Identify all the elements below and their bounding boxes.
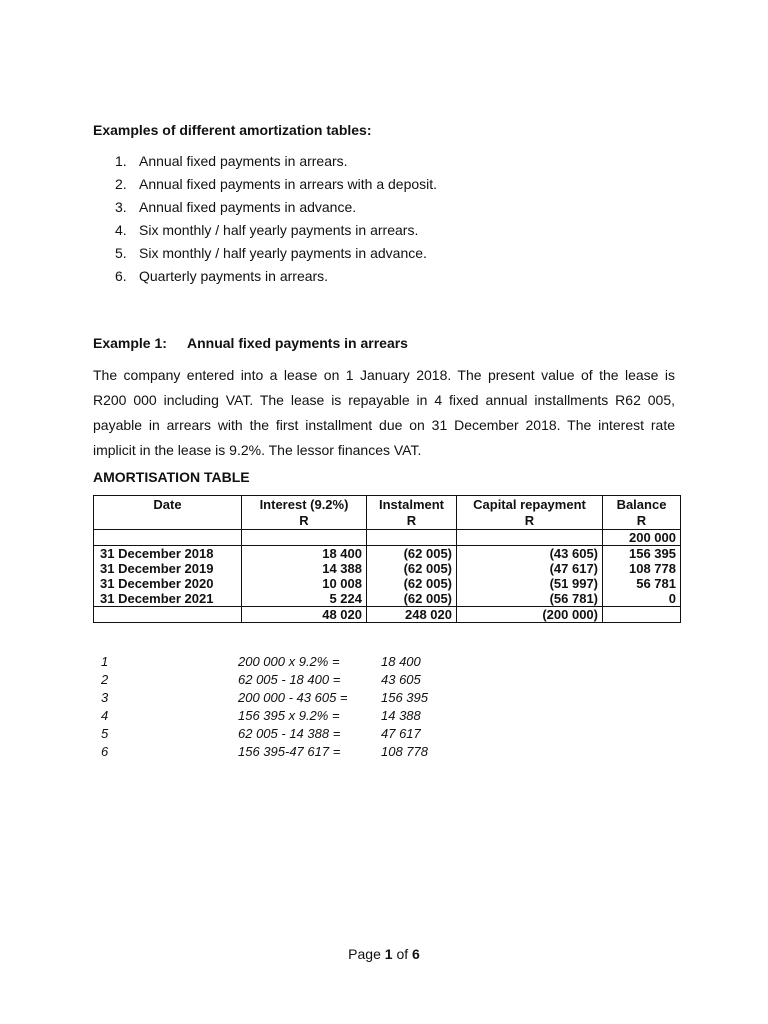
- table-cell: [603, 607, 681, 623]
- table-cell: 48 020: [242, 607, 367, 623]
- calculation-step: 4: [101, 708, 109, 723]
- table-cell: 156 395: [603, 546, 681, 562]
- table-cell: [94, 607, 242, 623]
- table-cell: (51 997): [457, 576, 603, 591]
- table-cell: (47 617): [457, 561, 603, 576]
- page-footer: [0, 946, 768, 962]
- calculation-step: 5: [101, 726, 109, 741]
- calculation-formula: 156 395 x 9.2% =: [238, 708, 340, 723]
- column-header-interest: Interest (9.2%) R: [242, 496, 367, 530]
- table-cell: (62 005): [367, 591, 457, 607]
- table-cell: 31 December 2019: [94, 561, 242, 576]
- list-item: 3. Annual fixed payments in advance.: [115, 199, 357, 215]
- intro-heading: Examples of different amortization tables:: [93, 122, 372, 138]
- calculation-result: 18 400: [381, 654, 421, 669]
- calculation-formula: 156 395-47 617 =: [238, 744, 341, 759]
- table-cell: (62 005): [367, 546, 457, 562]
- list-item: 1. Annual fixed payments in arrears.: [115, 153, 348, 169]
- calculation-row: [0, 708, 768, 726]
- paragraph-line: R200 000 including VAT. The lease is repayable in 4 fixed annual installments R62 005,: [93, 392, 675, 408]
- table-cell: 248 020: [367, 607, 457, 623]
- calculation-row: [0, 654, 768, 672]
- footer-page-word: Page: [348, 946, 381, 962]
- table-cell: 200 000: [603, 530, 681, 546]
- calculation-formula: 62 005 - 14 388 =: [238, 726, 341, 741]
- calculation-formula: 200 000 x 9.2% =: [238, 654, 340, 669]
- table-row: [94, 591, 681, 607]
- calculation-step: 2: [101, 672, 109, 687]
- calculation-result: 47 617: [381, 726, 421, 741]
- calculation-step: 3: [101, 690, 109, 705]
- table-cell: 31 December 2021: [94, 591, 242, 607]
- calculation-row: [0, 690, 768, 708]
- column-header-date: Date: [94, 496, 242, 530]
- calculation-row: [0, 672, 768, 690]
- column-header-capital-repayment: Capital repayment R: [457, 496, 603, 530]
- footer-of-word: of: [396, 946, 409, 962]
- example1-label: Example 1:: [93, 335, 167, 351]
- column-header-instalment: Instalment R: [367, 496, 457, 530]
- table-cell: (62 005): [367, 561, 457, 576]
- calculation-formula: 62 005 - 18 400 =: [238, 672, 341, 687]
- table-cell: [94, 530, 242, 546]
- calculation-row: [0, 744, 768, 762]
- table-cell: (56 781): [457, 591, 603, 607]
- table-cell: 18 400: [242, 546, 367, 562]
- calculation-result: 43 605: [381, 672, 421, 687]
- table-cell: [367, 530, 457, 546]
- calculation-result: 14 388: [381, 708, 421, 723]
- calculation-formula: 200 000 - 43 605 =: [238, 690, 348, 705]
- table-title: AMORTISATION TABLE: [93, 469, 250, 485]
- calculation-step: 1: [101, 654, 109, 669]
- table-cell: 5 224: [242, 591, 367, 607]
- table-cell: 108 778: [603, 561, 681, 576]
- table-cell: 0: [603, 591, 681, 607]
- table-cell: (43 605): [457, 546, 603, 562]
- example1-title: Annual fixed payments in arrears: [187, 335, 408, 351]
- table-row: [94, 561, 681, 576]
- table-cell: 10 008: [242, 576, 367, 591]
- calculation-step: 6: [101, 744, 109, 759]
- calculation-result: 108 778: [381, 744, 428, 759]
- paragraph-line: payable in arrears with the first installment due on 31 December 2018. The interest rate: [93, 417, 675, 433]
- calculation-result: 156 395: [381, 690, 428, 705]
- table-row: [94, 546, 681, 562]
- column-header-balance: Balance R: [603, 496, 681, 530]
- totals-row: [94, 607, 681, 623]
- list-item: 6. Quarterly payments in arrears.: [115, 268, 329, 284]
- table-cell: (200 000): [457, 607, 603, 623]
- opening-balance-row: [94, 530, 681, 546]
- paragraph-line: The company entered into a lease on 1 January 2018. The present value of the lease is: [93, 367, 675, 383]
- table-cell: [457, 530, 603, 546]
- table-cell: [242, 530, 367, 546]
- table-cell: 31 December 2020: [94, 576, 242, 591]
- paragraph-line: implicit in the lease is 9.2%. The lessor finances VAT.: [93, 442, 422, 458]
- table-cell: (62 005): [367, 576, 457, 591]
- table-header-row: [94, 496, 681, 530]
- table-row: [94, 576, 681, 591]
- list-item: 2. Annual fixed payments in arrears with a deposit.: [115, 176, 438, 192]
- amortisation-table: [93, 495, 681, 623]
- list-item: 5. Six monthly / half yearly payments in advance.: [115, 245, 427, 261]
- example1-paragraph: [93, 363, 675, 463]
- footer-total-pages: 6: [412, 946, 420, 962]
- table-cell: 56 781: [603, 576, 681, 591]
- table-cell: 31 December 2018: [94, 546, 242, 562]
- calculation-row: [0, 726, 768, 744]
- table-cell: 14 388: [242, 561, 367, 576]
- footer-current-page: 1: [384, 946, 393, 962]
- list-item: 4. Six monthly / half yearly payments in arrears.: [115, 222, 419, 238]
